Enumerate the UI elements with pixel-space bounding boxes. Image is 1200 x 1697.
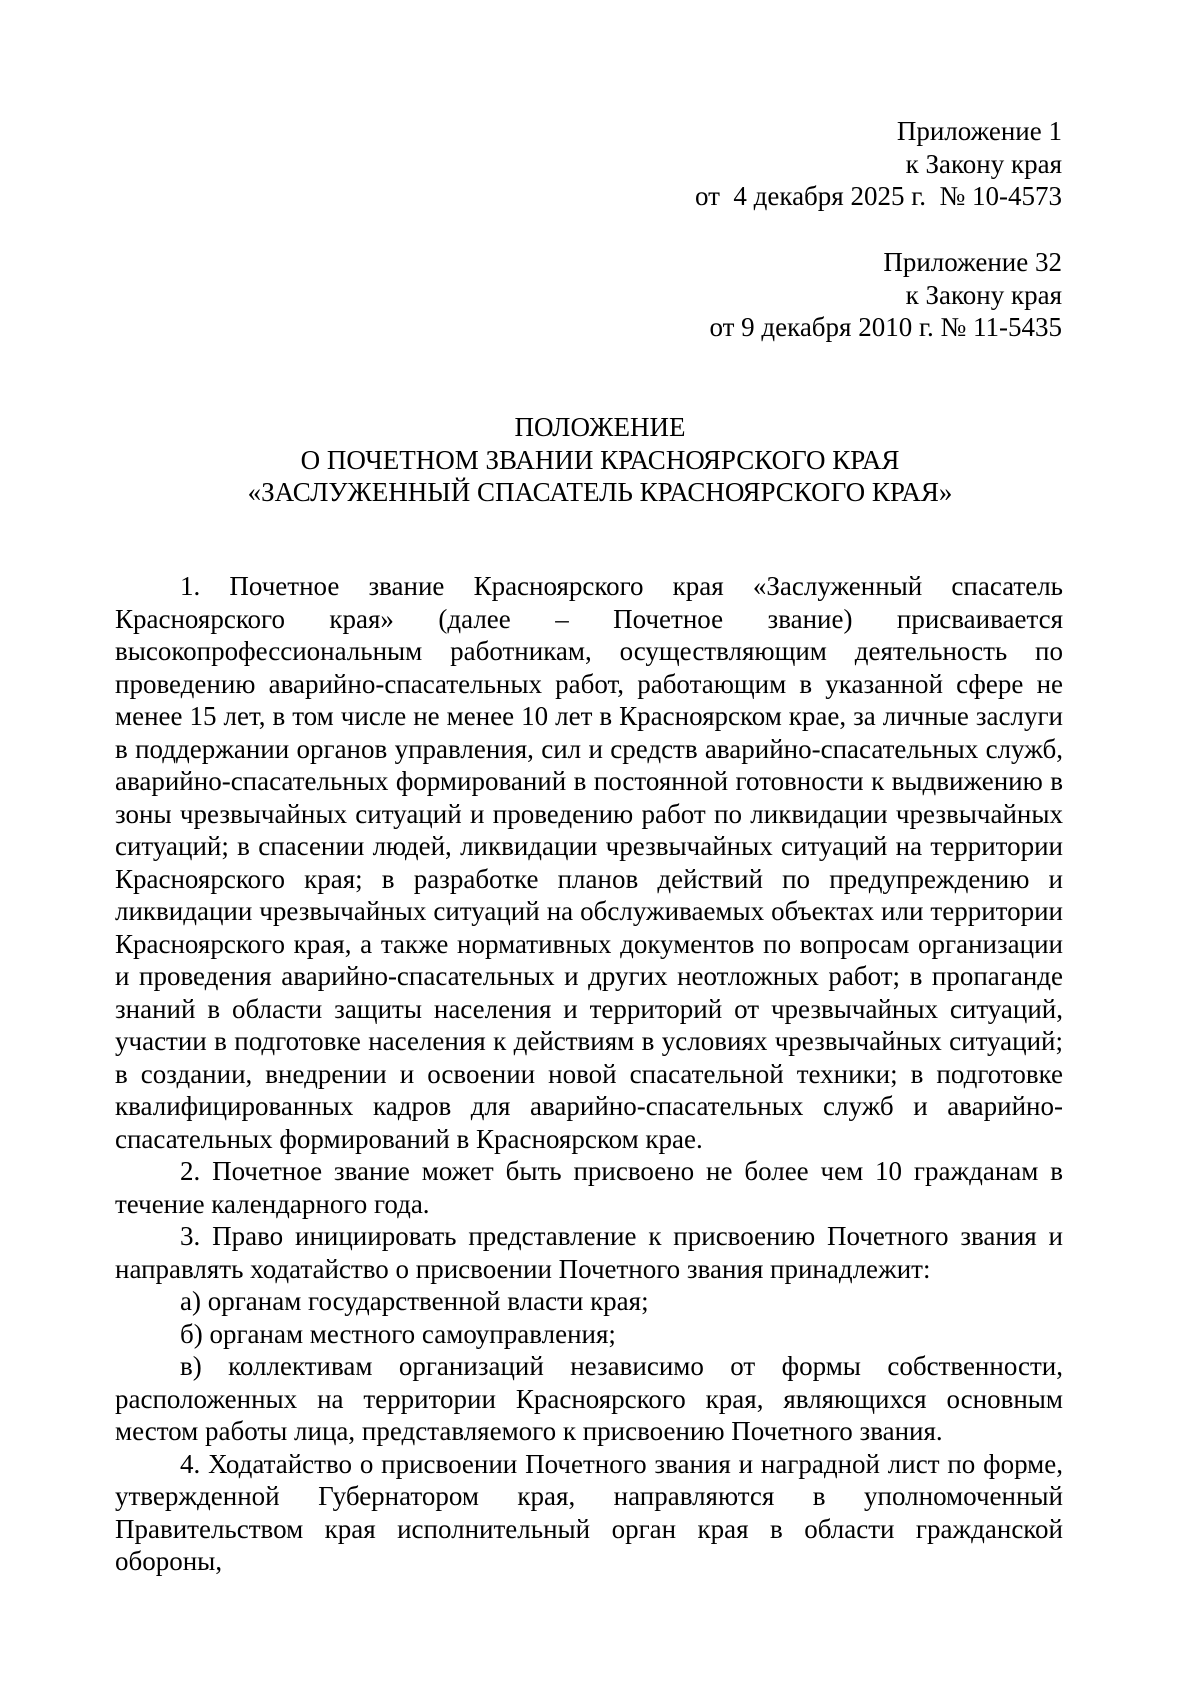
list-item-v: в) коллективам организаций независимо от формы собственности, расположенных на территории Красноярского края, являющихся основным местом работы лица, представляемого к присвоению Почетного звания.: [115, 1351, 1063, 1446]
title-line-1: ПОЛОЖЕНИЕ: [514, 412, 686, 442]
title-line-2: О ПОЧЕТНОМ ЗВАНИИ КРАСНОЯРСКОГО КРАЯ: [300, 444, 900, 475]
document-body: [115, 570, 1063, 1578]
appendix-32-header: [709, 246, 1062, 344]
appendix-32-law-ref: к Закону края: [905, 279, 1062, 310]
paragraph-4: 4. Ходатайство о присвоении Почетного звания и наградной лист по форме, утвержденной Губернатором края, направляются в уполномоченный Правительством края исполнительный орган края в области гражданской обороны,: [115, 1448, 1063, 1576]
paragraph-1: 1. Почетное звание Красноярского края «Заслуженный спасатель Красноярского края» (далее – Почетное звание) присваивается высокопрофессиональным работникам, осуществляющим деятельность по проведению аварийно-спасательных работ, работающим в указанной сфере не менее 15 лет, в том числе не менее 10 лет в Красноярском крае, за личные заслуги в поддержании органов управления, сил и средств аварийно-спасательных служб, аварийно-спасательных формирований в постоянной готовности к выдвижению в зоны чрезвычайных ситуаций и проведению работ по ликвидации чрезвычайных ситуаций; в спасении людей, ликвидации чрезвычайных ситуаций на территории Красноярского края; в разработке планов действий по предупреждению и ликвидации чрезвычайных ситуаций на обслуживаемых объектах или территории Красноярского края, а также нормативных документов по вопросам организации и проведения аварийно-спасательных и других неотложных работ; в пропаганде знаний в области защиты населения и территорий от чрезвычайных ситуаций, участии в подготовке населения к действиям в условиях чрезвычайных ситуаций; в создании, внедрении и освоении новой спасательной техники; в подготовке квалифицированных кадров для аварийно-спасательных служб и аварийно-спасательных формирований в Красноярском крае.: [115, 571, 1063, 1154]
appendix-1-law-ref: к Закону края: [905, 148, 1062, 179]
title-line-3: «ЗАСЛУЖЕННЫЙ СПАСАТЕЛЬ КРАСНОЯРСКОГО КРАЯ»: [247, 477, 953, 507]
list-item-a: а) органам государственной власти края;: [180, 1286, 649, 1316]
appendix-32-number: Приложение 32: [883, 247, 1062, 277]
appendix-1-number: Приложение 1: [896, 116, 1062, 146]
appendix-1-header: [695, 115, 1062, 213]
appendix-32-date: от 9 декабря 2010 г. № 11-5435: [709, 312, 1062, 342]
paragraph-3: 3. Право инициировать представление к присвоению Почетного звания и направлять ходатайство о присвоении Почетного звания принадлежит:: [115, 1221, 1063, 1284]
appendix-1-date: от 4 декабря 2025 г. № 10-4573: [694, 181, 1062, 211]
paragraph-2: 2. Почетное звание может быть присвоено не более чем 10 гражданам в течение календарного года.: [115, 1156, 1063, 1219]
list-item-b: б) органам местного самоуправления;: [180, 1318, 616, 1349]
document-title: [0, 411, 1200, 509]
